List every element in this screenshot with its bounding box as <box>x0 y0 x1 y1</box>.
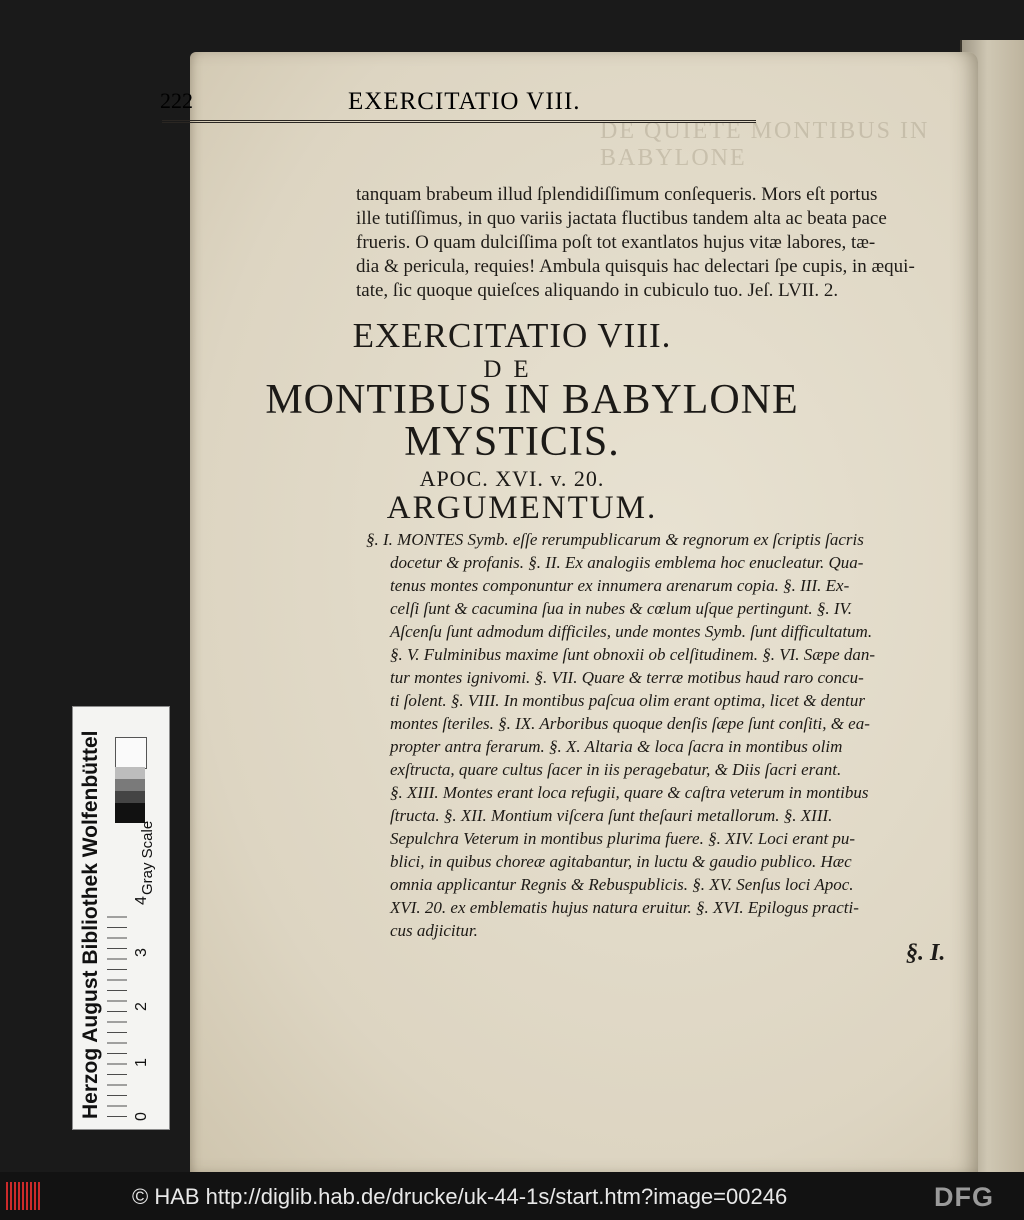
page-header <box>160 88 760 120</box>
footer-bar <box>0 1172 1024 1220</box>
dfg-logo: DFG <box>934 1182 994 1212</box>
intro-line: dia & pericula, requies! Ambula quisquis hac delectari ſpe cupis, in æqui- <box>356 256 915 277</box>
ruler-number: 1 <box>133 1058 150 1067</box>
intro-line: tate, ſic quoque quieſces aliquando in cubiculo tuo. Jeſ. LVII. 2. <box>356 280 839 301</box>
argument-line: XVI. 20. ex emblematis hujus natura eruitur. §. XVI. Epilogus practi- <box>390 898 859 917</box>
argument-line: omnia applicantur Regnis & Rebuspublicis. §. XV. Senſus loci Apoc. <box>390 875 854 894</box>
catchword: §. I. <box>906 940 946 966</box>
argument-line: §. XIII. Montes erant loca refugii, quare & caſtra veterum in montibus <box>390 783 869 802</box>
argument-line: celſi ſunt & cacumina ſua in nubes & cœlum uſque pertingunt. §. IV. <box>390 599 852 618</box>
argument-line: blici, in quibus choreæ agitabantur, in luctu & gaudio publico. Hæc <box>390 852 852 871</box>
gray-scale-card <box>72 706 170 1130</box>
hab-barcode-icon <box>6 1182 46 1212</box>
intro-line: frueris. O quam dulciſſima poſt tot exantlatos hujus vitæ labores, tæ- <box>356 232 876 253</box>
argument-line: exſtructa, quare cultus ſacer in iis peragebatur, & Diis ſacri erant. <box>390 760 842 779</box>
argument-line: §. I. MONTES Symb. eſſe rerumpublicarum & regnorum ex ſcriptis ſacris <box>366 530 864 549</box>
chapter-de: DE <box>483 356 541 383</box>
scale-label: Gray Scale <box>139 820 156 895</box>
argument-line: docetur & profanis. §. II. Ex analogiis emblema hoc enucleatur. Qua- <box>390 553 864 572</box>
ruler-number: 4 <box>133 896 150 905</box>
argument-line: cus adjicitur. <box>390 921 478 940</box>
argument-line: ti ſolent. §. VIII. In montibus paſcua olim erant optima, licet & dentur <box>390 691 865 710</box>
swatch-dark-gray <box>115 791 145 803</box>
ruler-number: 2 <box>133 1002 150 1011</box>
argument-line: ſtructa. §. XII. Montium viſcera ſunt theſauri metallorum. §. XIII. <box>390 806 833 825</box>
argumentum-heading: ARGUMENTUM. <box>386 490 658 526</box>
bleed-through-text: DE QUIETE MONTIBUS IN BABYLONE <box>600 118 930 171</box>
swatch-light-gray <box>115 767 145 779</box>
argument-line: montes ſteriles. §. IX. Arboribus quoque denſis ſæpe ſunt conſiti, & ea- <box>390 714 870 733</box>
argument-line: propter antra ferarum. §. X. Altaria & loca ſacra in montibus olim <box>390 737 843 756</box>
intro-line: tanquam brabeum illud ſplendidiſſimum conſequeris. Mors eſt portus <box>356 184 878 205</box>
chapter-number: EXERCITATIO VIII. <box>352 316 672 355</box>
ruler-number: 0 <box>133 1112 150 1121</box>
argument-line: Aſcenſu ſunt admodum difficiles, unde montes Symb. ſunt difficultatum. <box>390 622 873 641</box>
apoc-reference: APOC. XVI. v. 20. <box>419 466 605 491</box>
swatch-white <box>115 737 147 769</box>
page-number: 222 <box>160 88 193 113</box>
intro-line: ille tutiſſimus, in quo variis jactata fluctibus tandem alta ac beata pace <box>356 208 887 229</box>
ruler-ticks <box>107 907 127 1117</box>
argument-line: Sepulchra Veterum in montibus plurima fuere. §. XIV. Loci erant pu- <box>390 829 856 848</box>
copyright-link[interactable]: © HAB http://diglib.hab.de/drucke/uk-44-1s/start.htm?image=00246 <box>132 1184 788 1209</box>
running-title: EXERCITATIO VIII. <box>348 88 581 115</box>
swatch-mid-gray <box>115 779 145 791</box>
header-rule <box>162 120 756 123</box>
argument-line: §. V. Fulminibus maxime ſunt obnoxii ob celſitudinem. §. VI. Sæpe dan- <box>390 645 876 664</box>
scale-institution: Herzog August Bibliothek Wolfenbüttel <box>79 730 102 1119</box>
ruler-number: 3 <box>133 948 150 957</box>
argument-line: tenus montes componuntur ex innumera arenarum copia. §. III. Ex- <box>390 576 850 595</box>
chapter-title-line2: MYSTICIS. <box>404 419 620 465</box>
chapter-title-line1: MONTIBUS IN BABYLONE <box>265 377 799 423</box>
argument-line: tur montes ignivomi. §. VII. Quare & terræ motibus haud raro concu- <box>390 668 864 687</box>
